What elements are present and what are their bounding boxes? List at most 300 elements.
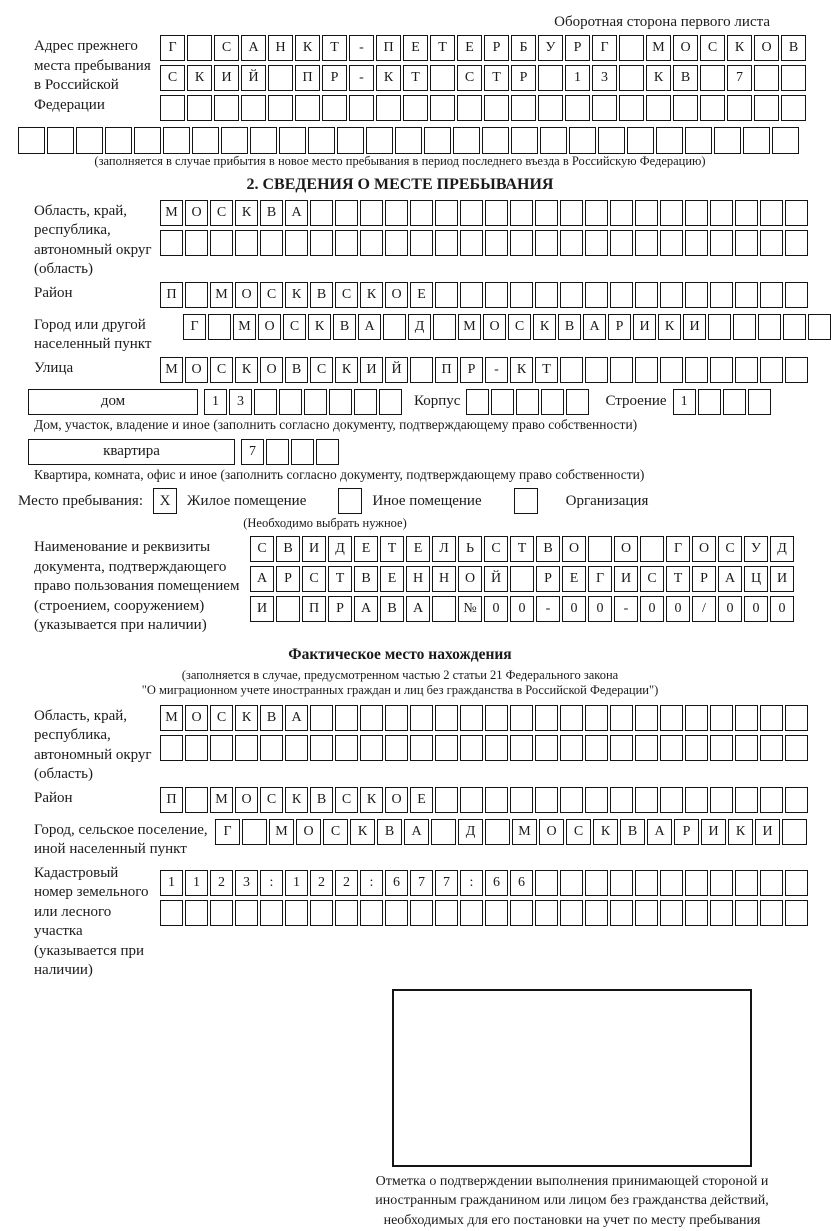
char-cell[interactable]: К: [308, 314, 331, 340]
char-cell[interactable]: И: [633, 314, 656, 340]
char-cell[interactable]: [710, 787, 733, 813]
char-cell[interactable]: В: [377, 819, 402, 845]
char-cell[interactable]: Е: [354, 536, 378, 562]
house-number-cells[interactable]: [204, 389, 402, 415]
char-cell[interactable]: [660, 787, 683, 813]
char-cell[interactable]: [610, 900, 633, 926]
char-cell[interactable]: [76, 127, 103, 154]
checkbox-other-premise[interactable]: [338, 488, 362, 514]
actual-city-row[interactable]: [215, 819, 807, 845]
char-cell[interactable]: [511, 95, 536, 121]
char-cell[interactable]: П: [295, 65, 320, 91]
char-cell[interactable]: [485, 735, 508, 761]
char-cell[interactable]: [733, 314, 756, 340]
char-cell[interactable]: [710, 357, 733, 383]
char-cell[interactable]: [585, 787, 608, 813]
char-cell[interactable]: [235, 900, 258, 926]
char-cell[interactable]: [535, 282, 558, 308]
char-cell[interactable]: К: [360, 787, 383, 813]
char-cell[interactable]: С: [310, 357, 333, 383]
char-cell[interactable]: [635, 705, 658, 731]
char-cell[interactable]: [460, 200, 483, 226]
char-cell[interactable]: [160, 230, 183, 256]
char-cell[interactable]: [460, 787, 483, 813]
char-cell[interactable]: [560, 705, 583, 731]
char-cell[interactable]: [785, 357, 808, 383]
char-cell[interactable]: 0: [640, 596, 664, 622]
char-cell[interactable]: К: [728, 819, 753, 845]
char-cell[interactable]: [585, 230, 608, 256]
char-cell[interactable]: [619, 95, 644, 121]
char-cell[interactable]: И: [683, 314, 706, 340]
char-cell[interactable]: /: [692, 596, 716, 622]
char-cell[interactable]: [685, 735, 708, 761]
char-cell[interactable]: [585, 900, 608, 926]
char-cell[interactable]: [360, 900, 383, 926]
char-cell[interactable]: В: [673, 65, 698, 91]
char-cell[interactable]: :: [460, 870, 483, 896]
char-cell[interactable]: [279, 127, 306, 154]
char-cell[interactable]: [540, 127, 567, 154]
char-cell[interactable]: [360, 705, 383, 731]
char-cell[interactable]: [360, 200, 383, 226]
char-cell[interactable]: 0: [744, 596, 768, 622]
char-cell[interactable]: [510, 900, 533, 926]
char-cell[interactable]: 1: [185, 870, 208, 896]
char-cell[interactable]: [18, 127, 45, 154]
char-cell[interactable]: [560, 787, 583, 813]
stroenie-cells[interactable]: [673, 389, 771, 415]
char-cell[interactable]: 2: [310, 870, 333, 896]
char-cell[interactable]: [785, 787, 808, 813]
char-cell[interactable]: [560, 357, 583, 383]
char-cell[interactable]: О: [296, 819, 321, 845]
char-cell[interactable]: О: [235, 787, 258, 813]
char-cell[interactable]: [700, 95, 725, 121]
char-cell[interactable]: [685, 200, 708, 226]
char-cell[interactable]: Г: [183, 314, 206, 340]
char-cell[interactable]: С: [210, 357, 233, 383]
actual-region-row-1[interactable]: [160, 705, 808, 731]
char-cell[interactable]: [432, 596, 456, 622]
char-cell[interactable]: К: [235, 357, 258, 383]
char-cell[interactable]: [610, 230, 633, 256]
char-cell[interactable]: Е: [380, 566, 404, 592]
char-cell[interactable]: П: [160, 787, 183, 813]
char-cell[interactable]: Р: [536, 566, 560, 592]
char-cell[interactable]: [410, 705, 433, 731]
char-cell[interactable]: А: [718, 566, 742, 592]
char-cell[interactable]: [410, 230, 433, 256]
char-cell[interactable]: [279, 389, 302, 415]
char-cell[interactable]: [535, 735, 558, 761]
char-cell[interactable]: О: [562, 536, 586, 562]
char-cell[interactable]: [431, 819, 456, 845]
char-cell[interactable]: Ь: [458, 536, 482, 562]
char-cell[interactable]: [585, 357, 608, 383]
char-cell[interactable]: [735, 357, 758, 383]
char-cell[interactable]: А: [250, 566, 274, 592]
char-cell[interactable]: С: [335, 787, 358, 813]
cadastral-row-1[interactable]: [160, 870, 808, 896]
char-cell[interactable]: В: [276, 536, 300, 562]
char-cell[interactable]: [660, 230, 683, 256]
char-cell[interactable]: И: [770, 566, 794, 592]
char-cell[interactable]: [598, 127, 625, 154]
char-cell[interactable]: К: [376, 65, 401, 91]
char-cell[interactable]: [424, 127, 451, 154]
char-cell[interactable]: О: [185, 200, 208, 226]
char-cell[interactable]: И: [302, 536, 326, 562]
char-cell[interactable]: Е: [457, 35, 482, 61]
char-cell[interactable]: [710, 282, 733, 308]
char-cell[interactable]: Р: [511, 65, 536, 91]
char-cell[interactable]: [187, 35, 212, 61]
char-cell[interactable]: Р: [692, 566, 716, 592]
char-cell[interactable]: В: [620, 819, 645, 845]
char-cell[interactable]: [376, 95, 401, 121]
char-cell[interactable]: П: [160, 282, 183, 308]
char-cell[interactable]: [435, 282, 458, 308]
char-cell[interactable]: [221, 127, 248, 154]
char-cell[interactable]: [735, 230, 758, 256]
char-cell[interactable]: [210, 735, 233, 761]
char-cell[interactable]: [735, 200, 758, 226]
char-cell[interactable]: [685, 787, 708, 813]
char-cell[interactable]: В: [310, 787, 333, 813]
char-cell[interactable]: [134, 127, 161, 154]
char-cell[interactable]: [710, 870, 733, 896]
char-cell[interactable]: [758, 314, 781, 340]
char-cell[interactable]: [430, 95, 455, 121]
char-cell[interactable]: М: [646, 35, 671, 61]
char-cell[interactable]: [466, 389, 489, 415]
char-cell[interactable]: [660, 200, 683, 226]
char-cell[interactable]: [535, 200, 558, 226]
char-cell[interactable]: [510, 735, 533, 761]
char-cell[interactable]: [510, 200, 533, 226]
char-cell[interactable]: [285, 230, 308, 256]
char-cell[interactable]: М: [512, 819, 537, 845]
char-cell[interactable]: С: [566, 819, 591, 845]
char-cell[interactable]: [785, 735, 808, 761]
char-cell[interactable]: С: [160, 65, 185, 91]
char-cell[interactable]: Р: [484, 35, 509, 61]
char-cell[interactable]: [485, 787, 508, 813]
char-cell[interactable]: -: [614, 596, 638, 622]
char-cell[interactable]: Т: [380, 536, 404, 562]
char-cell[interactable]: [484, 95, 509, 121]
char-cell[interactable]: 6: [485, 870, 508, 896]
document-row-1[interactable]: [250, 536, 794, 562]
char-cell[interactable]: 7: [727, 65, 752, 91]
char-cell[interactable]: [785, 230, 808, 256]
char-cell[interactable]: [276, 596, 300, 622]
char-cell[interactable]: [354, 389, 377, 415]
char-cell[interactable]: [585, 200, 608, 226]
char-cell[interactable]: 0: [770, 596, 794, 622]
char-cell[interactable]: [685, 282, 708, 308]
char-cell[interactable]: [760, 200, 783, 226]
char-cell[interactable]: [785, 705, 808, 731]
char-cell[interactable]: [735, 900, 758, 926]
char-cell[interactable]: [241, 95, 266, 121]
char-cell[interactable]: Р: [565, 35, 590, 61]
char-cell[interactable]: В: [285, 357, 308, 383]
street-row[interactable]: [160, 357, 808, 383]
char-cell[interactable]: [285, 735, 308, 761]
char-cell[interactable]: С: [335, 282, 358, 308]
char-cell[interactable]: [723, 389, 746, 415]
char-cell[interactable]: С: [250, 536, 274, 562]
char-cell[interactable]: 3: [235, 870, 258, 896]
char-cell[interactable]: 1: [565, 65, 590, 91]
char-cell[interactable]: [588, 536, 612, 562]
char-cell[interactable]: П: [435, 357, 458, 383]
char-cell[interactable]: 1: [160, 870, 183, 896]
char-cell[interactable]: [560, 230, 583, 256]
char-cell[interactable]: 0: [484, 596, 508, 622]
char-cell[interactable]: [511, 127, 538, 154]
char-cell[interactable]: 3: [592, 65, 617, 91]
char-cell[interactable]: [560, 870, 583, 896]
char-cell[interactable]: [435, 900, 458, 926]
char-cell[interactable]: Й: [241, 65, 266, 91]
char-cell[interactable]: Т: [535, 357, 558, 383]
char-cell[interactable]: О: [185, 705, 208, 731]
char-cell[interactable]: [254, 389, 277, 415]
checkbox-organization[interactable]: [514, 488, 538, 514]
char-cell[interactable]: И: [614, 566, 638, 592]
char-cell[interactable]: Н: [268, 35, 293, 61]
char-cell[interactable]: [646, 95, 671, 121]
char-cell[interactable]: Р: [608, 314, 631, 340]
char-cell[interactable]: С: [700, 35, 725, 61]
char-cell[interactable]: [360, 230, 383, 256]
char-cell[interactable]: С: [210, 705, 233, 731]
char-cell[interactable]: [760, 735, 783, 761]
char-cell[interactable]: [783, 314, 806, 340]
char-cell[interactable]: [410, 357, 433, 383]
char-cell[interactable]: [635, 230, 658, 256]
region-row-1[interactable]: [160, 200, 808, 226]
char-cell[interactable]: И: [701, 819, 726, 845]
char-cell[interactable]: М: [233, 314, 256, 340]
char-cell[interactable]: [185, 787, 208, 813]
char-cell[interactable]: [754, 95, 779, 121]
char-cell[interactable]: [510, 787, 533, 813]
char-cell[interactable]: 0: [718, 596, 742, 622]
char-cell[interactable]: А: [241, 35, 266, 61]
char-cell[interactable]: [635, 357, 658, 383]
char-cell[interactable]: [538, 95, 563, 121]
char-cell[interactable]: К: [285, 787, 308, 813]
char-cell[interactable]: -: [349, 65, 374, 91]
char-cell[interactable]: [268, 65, 293, 91]
actual-region-row-2[interactable]: [160, 735, 808, 761]
char-cell[interactable]: 6: [510, 870, 533, 896]
char-cell[interactable]: М: [458, 314, 481, 340]
char-cell[interactable]: Г: [592, 35, 617, 61]
cadastral-row-2[interactable]: [160, 900, 808, 926]
char-cell[interactable]: [242, 819, 267, 845]
char-cell[interactable]: [685, 357, 708, 383]
char-cell[interactable]: [635, 735, 658, 761]
char-cell[interactable]: [185, 735, 208, 761]
char-cell[interactable]: :: [360, 870, 383, 896]
char-cell[interactable]: С: [260, 787, 283, 813]
char-cell[interactable]: [535, 900, 558, 926]
char-cell[interactable]: С: [260, 282, 283, 308]
char-cell[interactable]: Е: [403, 35, 428, 61]
char-cell[interactable]: К: [235, 705, 258, 731]
char-cell[interactable]: [410, 900, 433, 926]
char-cell[interactable]: [685, 900, 708, 926]
char-cell[interactable]: [760, 870, 783, 896]
char-cell[interactable]: [710, 230, 733, 256]
char-cell[interactable]: У: [538, 35, 563, 61]
char-cell[interactable]: Г: [215, 819, 240, 845]
char-cell[interactable]: [560, 735, 583, 761]
char-cell[interactable]: А: [647, 819, 672, 845]
char-cell[interactable]: [310, 230, 333, 256]
char-cell[interactable]: [163, 127, 190, 154]
char-cell[interactable]: [485, 819, 510, 845]
char-cell[interactable]: К: [235, 200, 258, 226]
char-cell[interactable]: [685, 705, 708, 731]
char-cell[interactable]: [410, 200, 433, 226]
char-cell[interactable]: Й: [484, 566, 508, 592]
char-cell[interactable]: [635, 787, 658, 813]
char-cell[interactable]: [743, 127, 770, 154]
char-cell[interactable]: [491, 389, 514, 415]
char-cell[interactable]: [185, 230, 208, 256]
char-cell[interactable]: [335, 230, 358, 256]
char-cell[interactable]: 2: [335, 870, 358, 896]
char-cell[interactable]: [322, 95, 347, 121]
char-cell[interactable]: [235, 735, 258, 761]
char-cell[interactable]: В: [310, 282, 333, 308]
char-cell[interactable]: [660, 870, 683, 896]
char-cell[interactable]: [210, 900, 233, 926]
char-cell[interactable]: Р: [460, 357, 483, 383]
char-cell[interactable]: [485, 705, 508, 731]
char-cell[interactable]: Т: [403, 65, 428, 91]
char-cell[interactable]: [460, 230, 483, 256]
char-cell[interactable]: [460, 735, 483, 761]
char-cell[interactable]: К: [593, 819, 618, 845]
char-cell[interactable]: [510, 566, 534, 592]
char-cell[interactable]: 1: [204, 389, 227, 415]
char-cell[interactable]: [316, 439, 339, 465]
char-cell[interactable]: [516, 389, 539, 415]
char-cell[interactable]: [714, 127, 741, 154]
char-cell[interactable]: В: [260, 705, 283, 731]
char-cell[interactable]: Н: [406, 566, 430, 592]
char-cell[interactable]: [433, 314, 456, 340]
char-cell[interactable]: [291, 439, 314, 465]
char-cell[interactable]: В: [781, 35, 806, 61]
char-cell[interactable]: [385, 230, 408, 256]
char-cell[interactable]: 7: [410, 870, 433, 896]
char-cell[interactable]: [310, 735, 333, 761]
char-cell[interactable]: [349, 95, 374, 121]
char-cell[interactable]: :: [260, 870, 283, 896]
char-cell[interactable]: [535, 787, 558, 813]
char-cell[interactable]: О: [483, 314, 506, 340]
region-row-2[interactable]: [160, 230, 808, 256]
char-cell[interactable]: К: [285, 282, 308, 308]
char-cell[interactable]: Г: [588, 566, 612, 592]
char-cell[interactable]: О: [754, 35, 779, 61]
char-cell[interactable]: [383, 314, 406, 340]
char-cell[interactable]: [482, 127, 509, 154]
char-cell[interactable]: [360, 735, 383, 761]
char-cell[interactable]: Д: [770, 536, 794, 562]
char-cell[interactable]: Е: [410, 787, 433, 813]
char-cell[interactable]: [610, 705, 633, 731]
char-cell[interactable]: К: [295, 35, 320, 61]
char-cell[interactable]: [735, 787, 758, 813]
char-cell[interactable]: С: [457, 65, 482, 91]
char-cell[interactable]: [435, 735, 458, 761]
char-cell[interactable]: [285, 900, 308, 926]
char-cell[interactable]: Д: [328, 536, 352, 562]
char-cell[interactable]: М: [160, 200, 183, 226]
char-cell[interactable]: [485, 200, 508, 226]
city-row[interactable]: [183, 314, 831, 340]
char-cell[interactable]: [660, 735, 683, 761]
char-cell[interactable]: О: [539, 819, 564, 845]
char-cell[interactable]: 2: [210, 870, 233, 896]
char-cell[interactable]: [410, 735, 433, 761]
char-cell[interactable]: [735, 282, 758, 308]
char-cell[interactable]: [268, 95, 293, 121]
char-cell[interactable]: Г: [666, 536, 690, 562]
char-cell[interactable]: [510, 230, 533, 256]
char-cell[interactable]: [710, 735, 733, 761]
char-cell[interactable]: К: [727, 35, 752, 61]
char-cell[interactable]: [760, 282, 783, 308]
char-cell[interactable]: К: [658, 314, 681, 340]
char-cell[interactable]: [47, 127, 74, 154]
char-cell[interactable]: [710, 705, 733, 731]
char-cell[interactable]: Т: [510, 536, 534, 562]
char-cell[interactable]: [760, 230, 783, 256]
char-cell[interactable]: [785, 900, 808, 926]
char-cell[interactable]: -: [536, 596, 560, 622]
char-cell[interactable]: [785, 282, 808, 308]
char-cell[interactable]: У: [744, 536, 768, 562]
char-cell[interactable]: [366, 127, 393, 154]
char-cell[interactable]: [585, 735, 608, 761]
char-cell[interactable]: [335, 900, 358, 926]
char-cell[interactable]: Т: [430, 35, 455, 61]
char-cell[interactable]: [619, 35, 644, 61]
char-cell[interactable]: [635, 282, 658, 308]
char-cell[interactable]: [192, 127, 219, 154]
char-cell[interactable]: В: [558, 314, 581, 340]
char-cell[interactable]: 7: [241, 439, 264, 465]
char-cell[interactable]: [510, 282, 533, 308]
char-cell[interactable]: [660, 705, 683, 731]
char-cell[interactable]: К: [335, 357, 358, 383]
char-cell[interactable]: [430, 65, 455, 91]
char-cell[interactable]: Н: [432, 566, 456, 592]
char-cell[interactable]: [335, 705, 358, 731]
char-cell[interactable]: [610, 200, 633, 226]
char-cell[interactable]: К: [360, 282, 383, 308]
